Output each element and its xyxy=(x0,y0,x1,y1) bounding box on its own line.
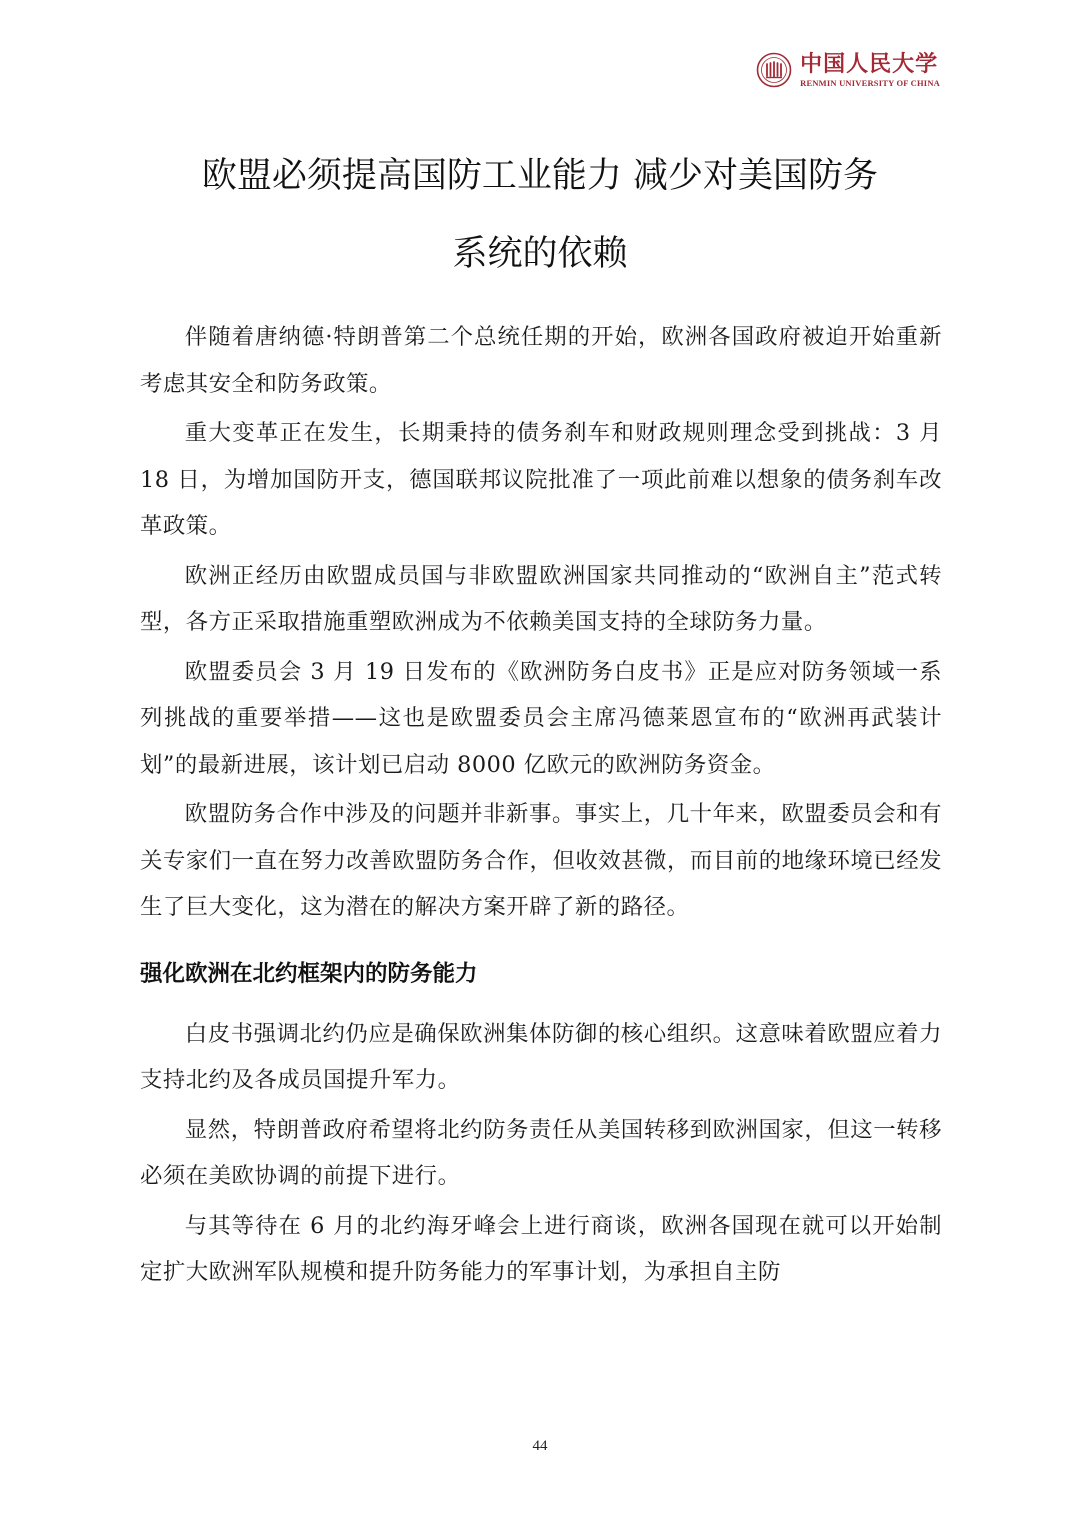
paragraph: 重大变革正在发生，长期秉持的债务刹车和财政规则理念受到挑战：3 月 18 日，为增加国防开支，德国联邦议院批准了一项此前难以想象的债务刹车改革政策。 xyxy=(140,420,942,539)
paragraph: 白皮书强调北约仍应是确保欧洲集体防御的核心组织。这意味着欧盟应着力支持北约及各成员国提升军力。 xyxy=(140,1020,942,1093)
paragraph: 欧盟防务合作中涉及的问题并非新事。事实上，几十年来，欧盟委员会和有关专家们一直在努力改善欧盟防务合作，但收效甚微，而目前的地缘环境已经发生了巨大变化，这为潜在的解决方案开辟了新的路径。 xyxy=(140,801,942,920)
paragraph: 显然，特朗普政府希望将北约防务责任从美国转移到欧洲国家，但这一转移必须在美欧协调的前提下进行。 xyxy=(140,1116,942,1189)
article-title-line-1: 欧盟必须提高国防工业能力 减少对美国防务 xyxy=(201,156,879,196)
article-title-line-2: 系统的依赖 xyxy=(452,234,628,274)
paragraph: 伴随着唐纳德·特朗普第二个总统任期的开始，欧洲各国政府被迫开始重新考虑其安全和防务政策。 xyxy=(140,324,942,397)
page-number: 44 xyxy=(532,1438,548,1454)
logo-english-name: RENMIN UNIVERSITY OF CHINA xyxy=(800,77,940,88)
university-seal-icon xyxy=(756,52,792,88)
logo-chinese-name: 中国人民大学 xyxy=(800,50,939,77)
header-logo xyxy=(756,52,940,88)
section-heading: 强化欧洲在北约框架内的防务能力 xyxy=(140,960,478,987)
article-body xyxy=(140,314,942,1299)
paragraph: 欧洲正经历由欧盟成员国与非欧盟欧洲国家共同推动的“欧洲自主”范式转型，各方正采取措施重塑欧洲成为不依赖美国支持的全球防务力量。 xyxy=(140,562,942,635)
paragraph: 欧盟委员会 3 月 19 日发布的《欧洲防务白皮书》正是应对防务领域一系列挑战的重要举措——这也是欧盟委员会主席冯德莱恩宣布的“欧洲再武装计划”的最新进展，该计划已启动 8000 亿欧元的欧洲防务资金。 xyxy=(140,658,942,778)
logo-text xyxy=(800,50,940,88)
paragraph: 与其等待在 6 月的北约海牙峰会上进行商谈，欧洲各国现在就可以开始制定扩大欧洲军队规模和提升防务能力的军事计划，为承担自主防 xyxy=(140,1212,942,1285)
